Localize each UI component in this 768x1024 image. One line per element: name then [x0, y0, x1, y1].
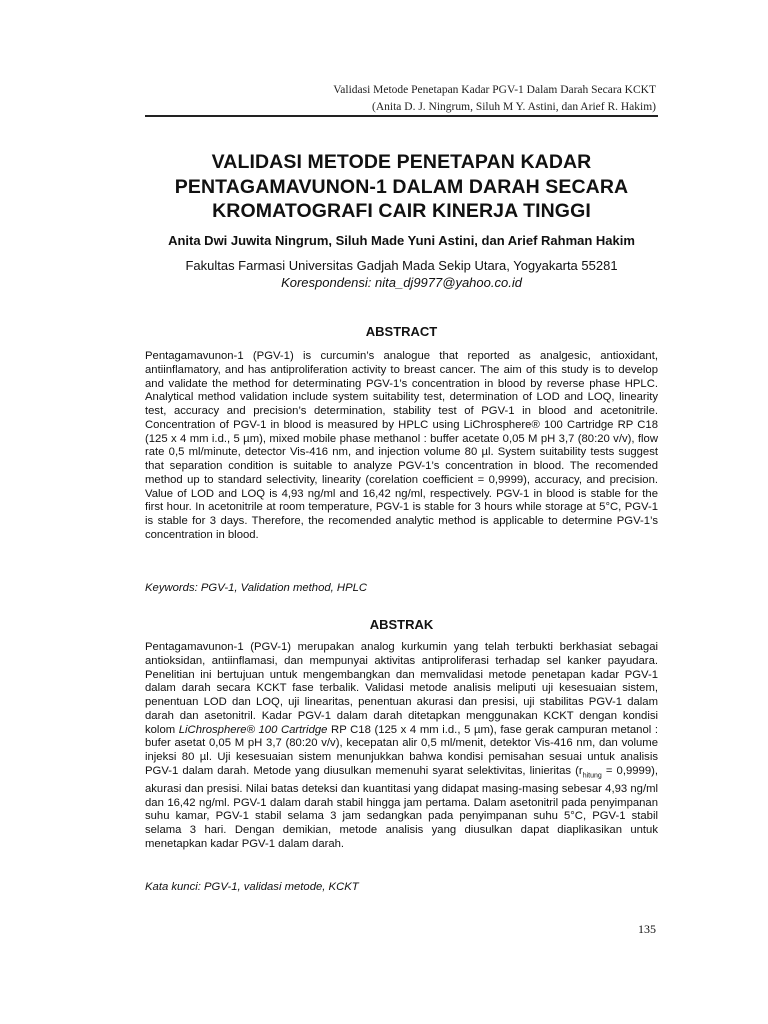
affiliation: Fakultas Farmasi Universitas Gadjah Mada Sekip Utara, Yogyakarta 55281: [185, 258, 618, 273]
title-line-1: VALIDASI METODE PENETAPAN KADAR: [211, 151, 592, 173]
header-rule: [145, 115, 658, 117]
page-number: 135: [638, 922, 656, 936]
correspondence: Korespondensi: nita_dj9977@yahoo.co.id: [281, 275, 522, 290]
running-head: [136, 82, 656, 116]
abstrak-text-part-2: RP C18 (125 x 4 mm i.d., 5 µm), fase gerak campuran metanol : bufer asetat 0,05 M pH 3,7 (80:20 v/v), kecepatan alir 0,5 ml/menit, detektor Vis-416 nm, dan volume injeksi 80 µl. Uji kesesuaian sistem menunjukkan bahwa kondisi pemisahan sesuai untuk analisis PGV-1 dalam darah. Metode yang diusulkan memenuhi syarat selektivitas, linieritas (r: [145, 723, 658, 777]
author-list: Anita Dwi Juwita Ningrum, Siluh Made Yuni Astini, dan Arief Rahman Hakim: [168, 233, 635, 248]
abstract-text: Pentagamavunon-1 (PGV-1) is curcumin’s analogue that reported as analgesic, antioxidant, antiinflamatory, and has antiproliferation activity to breast cancer. The aim of this study is to develop and validate the method for determinating PGV-1’s concentration in blood by reverse phase HPLC. Analytical method validation include system suitability test, determination of LOD and LOQ, linearity test, accuracy and precision’s determination, stability test of PGV-1 in blood and acetonitrile. Concentration of PGV-1 in blood is measured by HPLC using LiChrosphere® 100 Cartridge RP C18 (125 x 4 mm i.d., 5 µm), mixed mobile phase methanol : buffer acetate 0,05 M pH 3,7 (80:20 v/v), flow rate 0,5 ml/minute, detector Vis-416 nm, and injection volume 80 µl. System suitability tests suggest that separation condition is suitable to analyze PGV-1’s concentration in blood. The recomended method up to standard selectivity, linearity (corelation coefficient = 0,9999), accuracy, and precision. Value of LOD and LOQ is 4,93 ng/ml and 16,42 ng/ml, respectively. PGV-1 in blood is stable for the first hour. In acetonitrile at room temperature, PGV-1 is stable for 3 hours while storage at 5°C, PGV-1 is stable for 3 days. Therefore, the recomended analytic method is applicable to determine PGV-1’s concentration in blood.: [145, 350, 658, 541]
abstrak-text-part-1: Pentagamavunon-1 (PGV-1) merupakan analog kurkumin yang telah terbukti berkhasiat sebagai antioksidan, antiinflamasi, dan mempunyai aktivitas antiproliferasi terhadap sel kanker payudara. Penelitian ini bertujuan untuk mengembangkan dan memvalidasi metode penetapan kadar PGV-1 dalam darah secara KCKT fase terbalik. Validasi metode analisis meliputi uji kesesuaian sistem, penentuan LOD dan LOQ, uji linearitas, penentuan akurasi dan presisi, uji stabilitas PGV-1 dalam darah dan asetonitril. Kadar PGV-1 dalam darah ditetapkan menggunakan KCKT dengan kondisi kolom: [145, 641, 658, 736]
title-line-2: PENTAGAMAVUNON-1 DALAM DARAH SECARA: [174, 175, 629, 198]
abstrak-heading: ABSTRAK: [369, 617, 434, 632]
title-line-3: KROMATOGRAFI CAIR KINERJA TINGGI: [212, 200, 591, 222]
abstrak-text: [145, 641, 658, 852]
abstrak-keywords: Kata kunci: PGV-1, validasi metode, KCKT: [145, 881, 359, 893]
abstract-keywords: Keywords: PGV-1, Validation method, HPLC: [145, 582, 368, 594]
paper-title: [145, 150, 658, 224]
subscript-hitung: hitung: [582, 772, 602, 779]
abstrak-text-part-3: = 0,9999), akurasi dan presisi. Nilai batas deteksi dan kuantitasi yang didapat masing-masing sebesar 4,93 ng/ml dan 16,42 ng/ml. PGV-1 dalam darah stabil hingga jam pertama. Dalam asetonitril pada penyimpanan suhu kamar, PGV-1 stabil selama 3 jam sedangkan pada penyimpanan suhu 5°C, PGV-1 stabil selama 3 hari. Dengan demikian, metode analisis yang diusulkan dapat diaplikasikan untuk menetapkan kadar PGV-1 dalam darah.: [145, 764, 659, 850]
abstract-heading: ABSTRACT: [365, 324, 438, 339]
affiliation-block: [145, 257, 658, 291]
running-head-line-1: Validasi Metode Penetapan Kadar PGV-1 Dalam Darah Secara KCKT: [333, 84, 656, 96]
column-name: LiChrosphere® 100 Cartridge: [178, 723, 328, 736]
running-head-line-2: (Anita D. J. Ningrum, Siluh M Y. Astini, dan Arief R. Hakim): [372, 101, 656, 113]
